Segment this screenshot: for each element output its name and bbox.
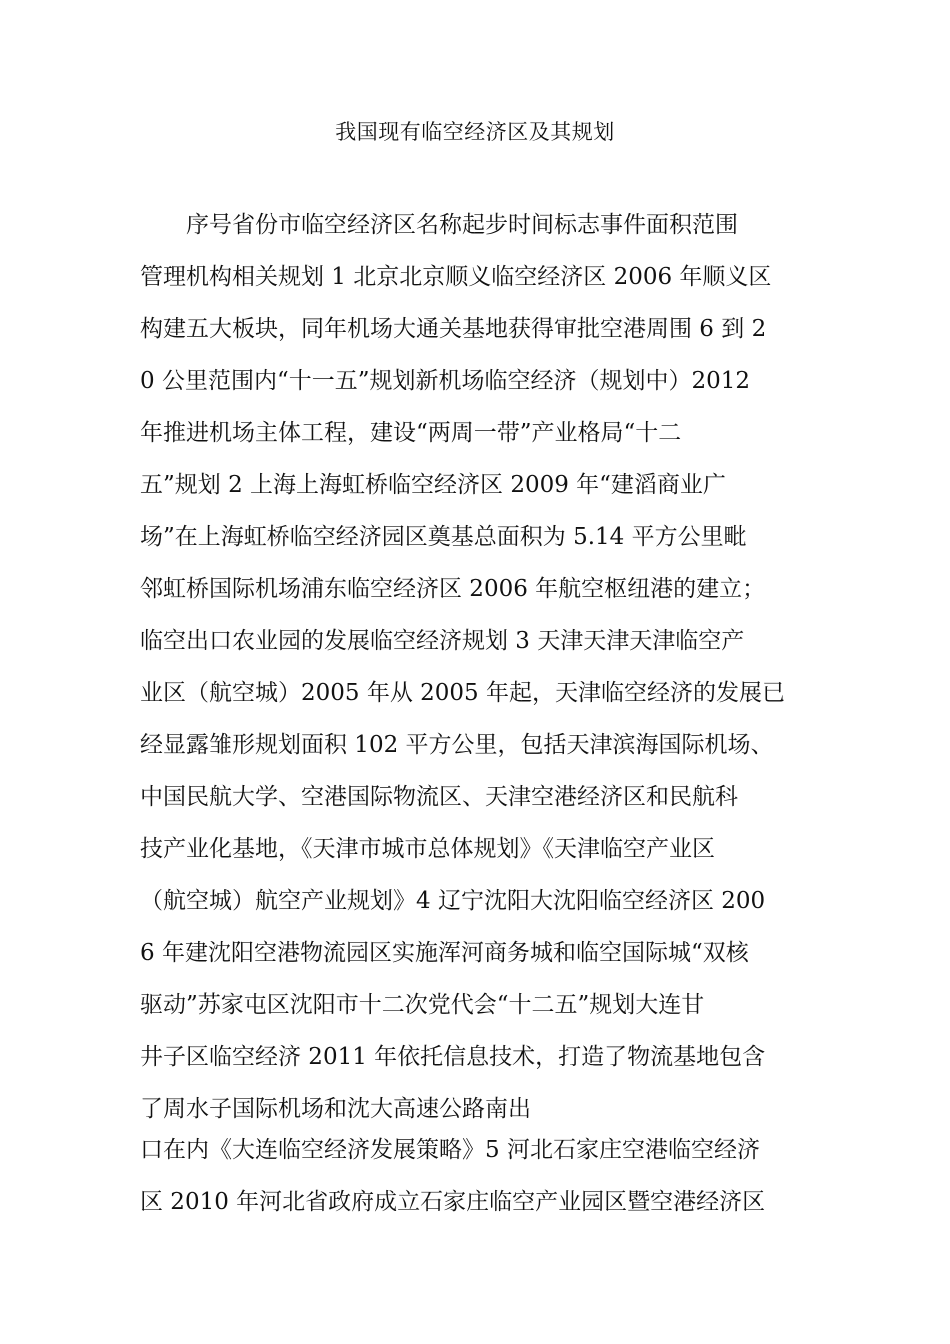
body-line: 技产业化基地，《天津市城市总体规划》《天津临空产业区: [140, 836, 715, 862]
document-title: 我国现有临空经济区及其规划: [335, 120, 615, 144]
body-line: 区 2010 年河北省政府成立石家庄临空产业园区暨空港经济区: [140, 1189, 766, 1215]
body-line: 业区（航空城）2005 年从 2005 年起，天津临空经济的发展已: [140, 680, 785, 706]
body-line: 五”规划 2 上海上海虹桥临空经济区 2009 年“建滔商业广: [140, 472, 726, 498]
body-line: 经显露雏形规划面积 102 平方公里，包括天津滨海国际机场、: [140, 732, 774, 758]
body-line: （航空城）航空产业规划》4 辽宁沈阳大沈阳临空经济区 200: [140, 888, 766, 914]
body-line: 了周水子国际机场和沈大高速公路南出: [140, 1096, 531, 1122]
body-line: 驱动”苏家屯区沈阳市十二次党代会“十二五”规划大连甘: [140, 992, 705, 1018]
body-line: 序号省份市临空经济区名称起步时间标志事件面积范围: [186, 212, 738, 238]
body-line: 口在内《大连临空经济发展策略》5 河北石家庄空港临空经济: [140, 1137, 760, 1163]
body-line: 6 年建沈阳空港物流园区实施浑河商务城和临空国际城“双核: [140, 940, 749, 966]
body-line: 中国民航大学、空港国际物流区、天津空港经济区和民航科: [140, 784, 738, 810]
body-line: 构建五大板块，同年机场大通关基地获得审批空港周围 6 到 2: [140, 316, 767, 342]
body-line: 年推进机场主体工程，建设“两周一带”产业格局“十二: [140, 420, 682, 446]
body-line: 场”在上海虹桥临空经济园区奠基总面积为 5.14 平方公里毗: [140, 524, 747, 550]
body-line: 井子区临空经济 2011 年依托信息技术，打造了物流基地包含: [140, 1044, 766, 1070]
body-line: 管理机构相关规划 1 北京北京顺义临空经济区 2006 年顺义区: [140, 264, 772, 290]
document-body: [140, 205, 830, 1234]
body-line: 邻虹桥国际机场浦东临空经济区 2006 年航空枢纽港的建立；: [140, 576, 766, 602]
body-line: 临空出口农业园的发展临空经济规划 3 天津天津天津临空产: [140, 628, 745, 654]
body-line: 0 公里范围内“十一五”规划新机场临空经济（规划中）2012: [140, 368, 750, 394]
